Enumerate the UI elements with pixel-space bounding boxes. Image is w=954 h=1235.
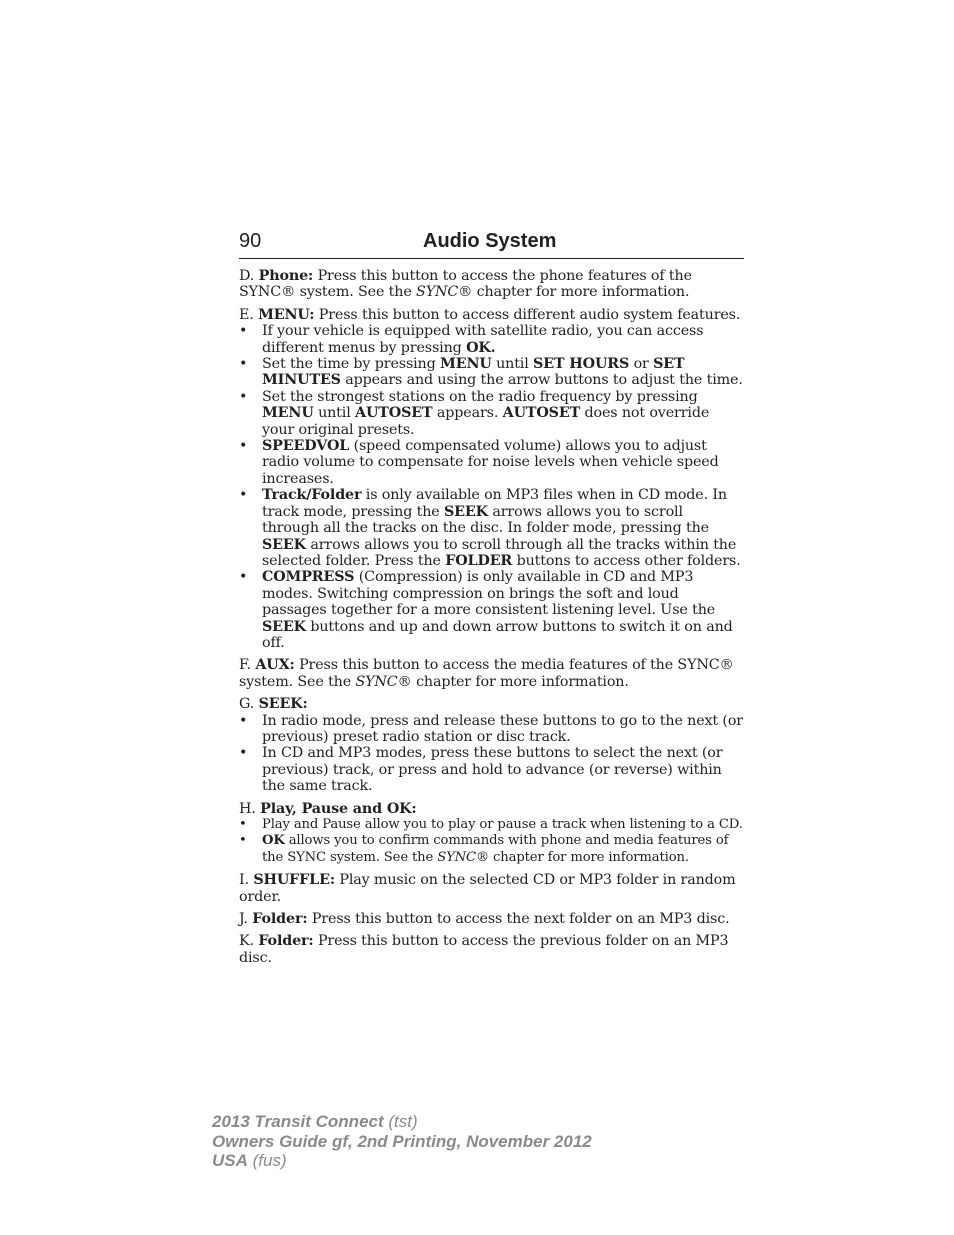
footer-line-market: USA (fus) (212, 1151, 287, 1170)
sync-reference: SYNC® (437, 849, 490, 865)
sync-reference: SYNC® (416, 284, 473, 301)
list-item: • OK allows you to confirm commands with phone and media features of the SYNC system. See the SYNC® chapter for more information. (239, 833, 729, 865)
play-pause-bullet-list (239, 817, 744, 866)
term-phone: Phone: (258, 268, 314, 284)
page-number: 90 (239, 230, 262, 252)
term-shuffle: SHUFFLE: (253, 872, 335, 889)
list-item: • In radio mode, press and release these buttons to go to the next (or previous) preset radio station or disc track. (239, 712, 743, 745)
list-item: • Set the time by pressing MENU until SET HOURS or SET MINUTES appears and using the arrow buttons to adjust the time. (239, 356, 743, 389)
bullet-icon: • (239, 833, 247, 849)
list-item: • In CD and MP3 modes, press these buttons to select the next (or previous) track, or press and hold to advance (or reverse) within the same track. (239, 745, 723, 795)
bullet-icon: • (239, 712, 248, 729)
list-item: • COMPRESS (Compression) is only available in CD and MP3 modes. Switching compression on brings the soft and loud passages together for a more consistent listening level. Use the SEEK buttons and up and down arrow buttons to switch it on and off. (239, 569, 733, 651)
list-item: • Track/Folder is only available on MP3 files when in CD mode. In track mode, pressing the SEEK arrows allows you to scroll through all the tracks on the disc. In folder mode, pressing the SEEK arrows allows you to scroll through all the tracks within the selected folder. Press the FOLDER buttons to access other folders. (239, 487, 741, 569)
term-seek: SEEK: (258, 696, 308, 713)
bullet-icon: • (239, 356, 248, 373)
list-item: • Play and Pause allow you to play or pause a track when listening to a CD. (239, 817, 743, 832)
bullet-icon: • (239, 438, 248, 455)
term-folder-previous: Folder: (258, 933, 314, 950)
item-i-shuffle: I. SHUFFLE: Play music on the selected CD or MP3 folder in random order. (239, 872, 736, 905)
section-title: Audio System (423, 230, 557, 252)
bullet-icon: • (239, 388, 248, 405)
menu-bullet-list (239, 323, 744, 651)
item-e-menu: E. MENU: Press this button to access different audio system features. (239, 306, 741, 323)
sync-reference: SYNC® (355, 673, 412, 690)
item-g-seek: G. SEEK: (239, 696, 308, 713)
page-body (239, 268, 744, 972)
bullet-icon: • (239, 569, 248, 586)
bullet-icon: • (239, 487, 248, 504)
page-footer (212, 1112, 592, 1171)
bullet-icon: • (239, 745, 248, 762)
footer-line-guide: Owners Guide gf, 2nd Printing, November 2012 (212, 1131, 592, 1151)
footer-line-model: 2013 Transit Connect (tst) (212, 1112, 418, 1131)
bullet-icon: • (239, 817, 247, 832)
list-item: • SPEEDVOL (speed compensated volume) allows you to adjust radio volume to compensate for noise levels when vehicle speed increases. (239, 438, 719, 487)
term-folder-next: Folder: (252, 911, 308, 928)
term-aux: AUX: (255, 657, 295, 674)
seek-bullet-list (239, 713, 744, 795)
page-header (239, 228, 744, 259)
list-item: • Set the strongest stations on the radio frequency by pressing MENU until AUTOSET appears. AUTOSET does not override your original presets. (239, 388, 710, 438)
item-j-folder: J. Folder: Press this button to access the next folder on an MP3 disc. (239, 911, 730, 928)
item-d-phone: D. Phone: Press this button to access the phone features of the SYNC® system. See the SYNC® chapter for more information. (239, 268, 692, 301)
term-play-pause-ok: Play, Pause and OK: (260, 800, 417, 817)
item-h-play-pause-ok: H. Play, Pause and OK: (239, 800, 417, 817)
list-item: • If your vehicle is equipped with satellite radio, you can access different menus by pressing OK. (239, 323, 704, 356)
bullet-icon: • (239, 323, 248, 340)
term-menu: MENU: (258, 306, 315, 323)
item-f-aux: F. AUX: Press this button to access the media features of the SYNC® system. See the SYNC® chapter for more information. (239, 657, 734, 690)
item-k-folder: K. Folder: Press this button to access the previous folder on an MP3 disc. (239, 933, 729, 966)
